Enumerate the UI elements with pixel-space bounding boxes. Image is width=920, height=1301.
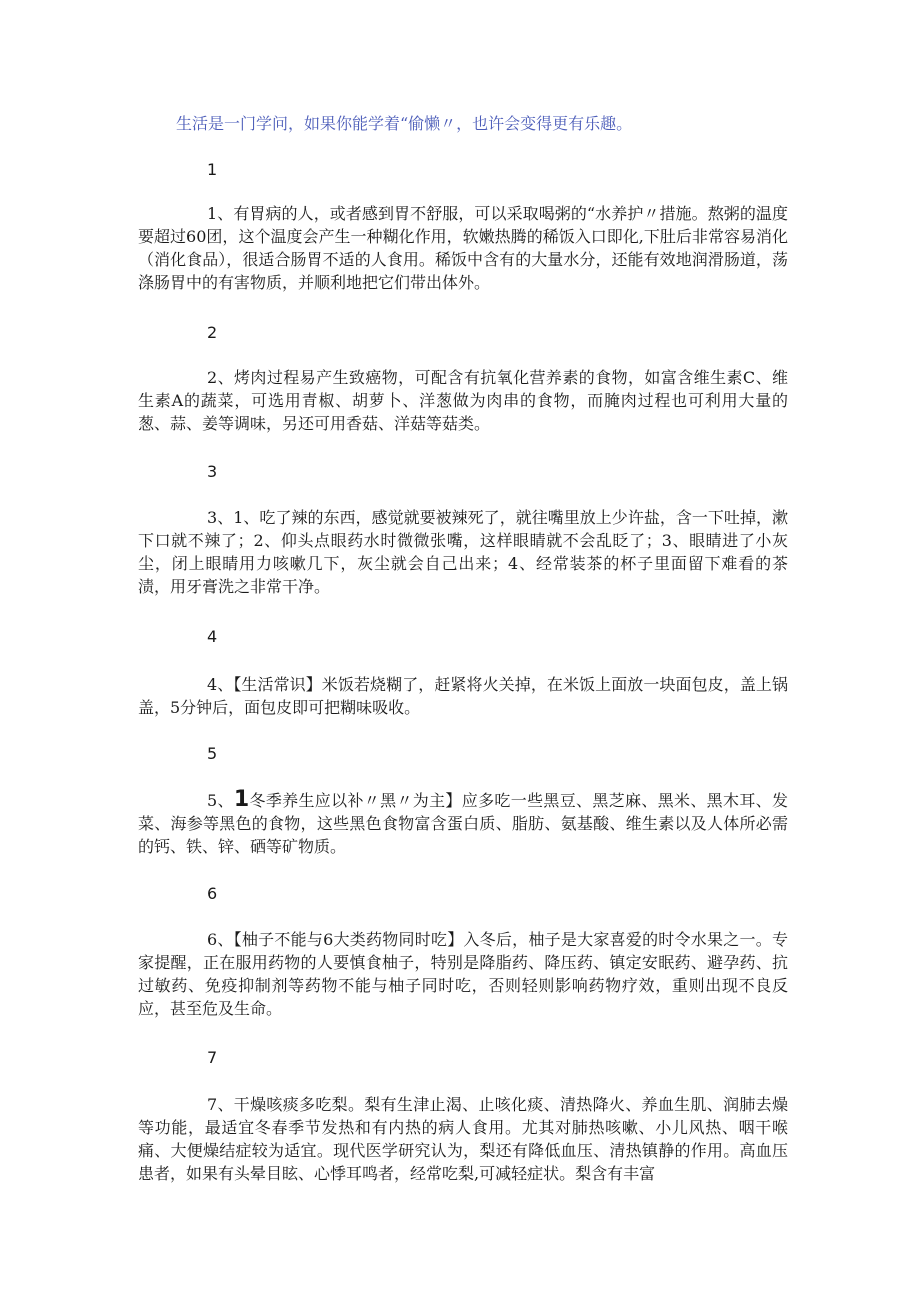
section-number-2: 2 [207, 323, 218, 342]
section-number-1: 1 [207, 160, 218, 179]
section-paragraph-4: 4、【生活常识】米饭若烧糊了，赶紧将火关掉，在米饭上面放一块面包皮，盖上锅盖，5分钟后，面包皮即可把糊味吸收。 [138, 675, 788, 717]
section-paragraph-1: 1、有胃病的人，或者感到胃不舒服，可以采取喝粥的“水养护〃措施。熬粥的温度要超过60团，这个温度会产生一种糊化作用，软嫩热腾的稀饭入口即化,下肚后非常容易消化（消化食品），很适合肠胃不适的人食用。稀饭中含有的大量水分，还能有效地润滑肠道，荡涤肠胃中的有害物质，并顺利地把它们带出体外。 [138, 204, 788, 292]
section-paragraph-3: 3、1、吃了辣的东西，感觉就要被辣死了，就往嘴里放上少许盐，含一下吐掉，漱下口就不辣了；2、仰头点眼药水时微微张嘴，这样眼睛就不会乱眨了；3、眼睛进了小灰尘，闭上眼睛用力咳嗽几下，灰尘就会自己出来；4、经常装茶的杯子里面留下难看的茶渍，用牙膏洗之非常干净。 [138, 508, 788, 596]
section-paragraph-6: 6、【柚子不能与6大类药物同时吃】入冬后，柚子是大家喜爱的时令水果之一。专家提醒，正在服用药物的人要慎食柚子，特别是降脂药、降压药、镇定安眠药、避孕药、抗过敏药、免疫抑制剂等药物不能与柚子同时吃，否则轻则影响药物疗效，重则出现不良反应，甚至危及生命。 [138, 930, 788, 1018]
section-5-big-digit: 1 [233, 787, 250, 812]
section-number-6: 6 [207, 884, 218, 903]
section-number-7: 7 [207, 1048, 218, 1067]
section-paragraph-7: 7、干燥咳痰多吃梨。梨有生津止渴、止咳化痰、清热降火、养血生肌、润肺去燥等功能，最适宜冬春季节发热和有内热的病人食用。尤其对肺热咳嗽、小儿风热、咽干喉痛、大便燥结症较为适宜。现代医学研究认为，梨还有降低血压、清热镇静的作用。高血压患者，如果有头晕目眩、心悸耳鸣者，经常吃梨,可减轻症状。梨含有丰富 [138, 1095, 788, 1183]
intro-text: 生活是一门学问，如果你能学着“偷懒〃，也许会变得更有乐趣。 [176, 114, 633, 133]
section-number-3: 3 [207, 462, 218, 481]
section-paragraph-2: 2、烤肉过程易产生致癌物，可配含有抗氧化营养素的食物，如富含维生素C、维生素A的蔬菜，可选用青椒、胡萝卜、洋葱做为肉串的食物，而腌肉过程也可利用大量的葱、蒜、姜等调味，另还可用香菇、洋菇等菇类。 [138, 368, 788, 433]
section-5-prefix: 5、 [207, 791, 234, 810]
section-number-4: 4 [207, 627, 218, 646]
section-paragraph-5 [138, 788, 788, 858]
section-number-5: 5 [207, 744, 218, 763]
section-5-text: 冬季养生应以补〃黑〃为主】应多吃一些黑豆、黑芝麻、黑米、黑木耳、发菜、海参等黑色的食物，这些黑色食物富含蛋白质、脂肪、氨基酸、维生素以及人体所必需的钙、铁、锌、硒等矿物质。 [138, 791, 788, 856]
